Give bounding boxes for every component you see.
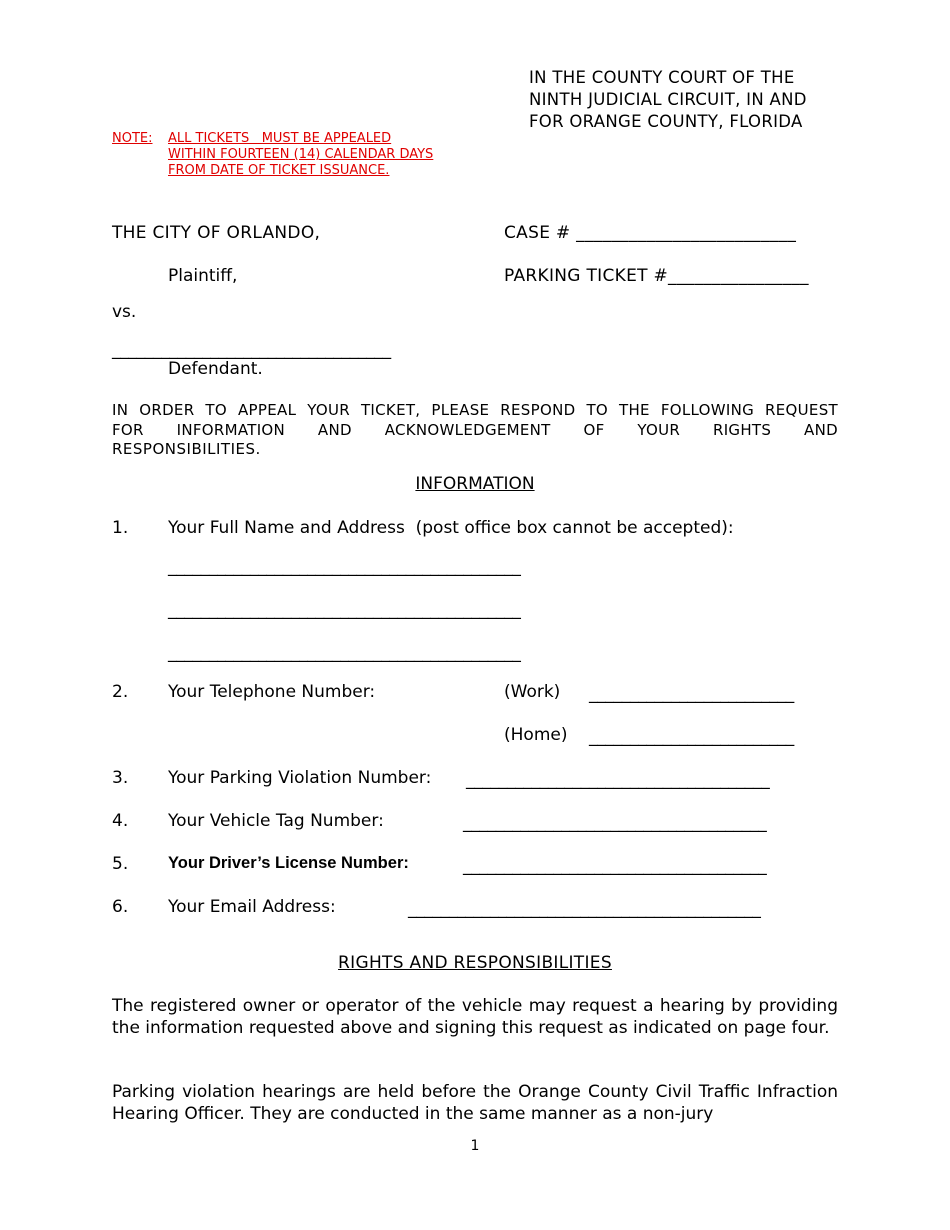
vs-label: vs.	[112, 302, 137, 322]
email-field[interactable]: ___________________________________________	[408, 899, 761, 919]
address-line-1-field[interactable]: ___________________________________________	[168, 557, 521, 577]
q6-label: Your Email Address:	[168, 897, 336, 917]
court-line-2: NINTH JUDICIAL CIRCUIT, IN AND	[529, 90, 807, 109]
q4-label: Your Vehicle Tag Number:	[168, 811, 384, 831]
q3-number: 3.	[112, 768, 129, 788]
q2-number: 2.	[112, 682, 129, 702]
q1-label: Your Full Name and Address (post office box cannot be accepted):	[168, 518, 734, 538]
q4-number: 4.	[112, 811, 129, 831]
work-phone-field[interactable]: _________________________	[589, 684, 795, 704]
defendant-name-field[interactable]: __________________________________	[112, 340, 391, 360]
violation-number-field[interactable]: _____________________________________	[466, 770, 770, 790]
information-heading: INFORMATION	[415, 474, 535, 494]
rights-paragraph-1: The registered owner or operator of the vehicle may request a hearing by providing the information requested above and signing this request as indicated on page four.	[112, 996, 838, 1038]
parking-ticket-field[interactable]: PARKING TICKET #________________	[504, 266, 809, 286]
home-phone-label: (Home)	[504, 725, 568, 745]
intro-line-1: IN ORDER TO APPEAL YOUR TICKET, PLEASE RESPOND TO THE FOLLOWING REQUEST	[112, 401, 838, 419]
intro-line-2: FOR INFORMATION AND ACKNOWLEDGEMENT OF YOUR RIGHTS AND	[112, 421, 838, 439]
q2-label: Your Telephone Number:	[168, 682, 376, 702]
intro-line-3: RESPONSIBILITIES.	[112, 440, 261, 458]
address-line-2-field[interactable]: ___________________________________________	[168, 600, 521, 620]
note-label: NOTE:	[112, 131, 153, 146]
note-line-1: ALL TICKETS MUST BE APPEALED	[168, 131, 392, 146]
defendant-label: Defendant.	[168, 359, 263, 379]
rights-heading: RIGHTS AND RESPONSIBILITIES	[338, 953, 612, 973]
court-line-1: IN THE COUNTY COURT OF THE	[529, 68, 795, 87]
drivers-license-field[interactable]: _____________________________________	[463, 856, 767, 876]
plaintiff-name: THE CITY OF ORLANDO,	[112, 223, 321, 243]
vehicle-tag-field[interactable]: _____________________________________	[463, 813, 767, 833]
q5-number: 5.	[112, 854, 129, 874]
q5-label: Your Driver’s License Number:	[168, 854, 409, 872]
plaintiff-label: Plaintiff,	[168, 266, 238, 286]
note-line-3: FROM DATE OF TICKET ISSUANCE.	[168, 163, 390, 178]
address-line-3-field[interactable]: ___________________________________________	[168, 643, 521, 663]
home-phone-field[interactable]: _________________________	[589, 727, 795, 747]
q3-label: Your Parking Violation Number:	[168, 768, 432, 788]
work-phone-label: (Work)	[504, 682, 561, 702]
q1-number: 1.	[112, 518, 129, 538]
q6-number: 6.	[112, 897, 129, 917]
page-number: 1	[470, 1138, 480, 1154]
case-number-field[interactable]: CASE # _________________________	[504, 223, 797, 243]
rights-paragraph-2: Parking violation hearings are held before the Orange County Civil Traffic Infraction Hearing Officer. They are conducted in the same manner as a non-jury	[112, 1082, 838, 1124]
court-line-3: FOR ORANGE COUNTY, FLORIDA	[529, 112, 803, 131]
note-line-2: WITHIN FOURTEEN (14) CALENDAR DAYS	[168, 147, 434, 162]
